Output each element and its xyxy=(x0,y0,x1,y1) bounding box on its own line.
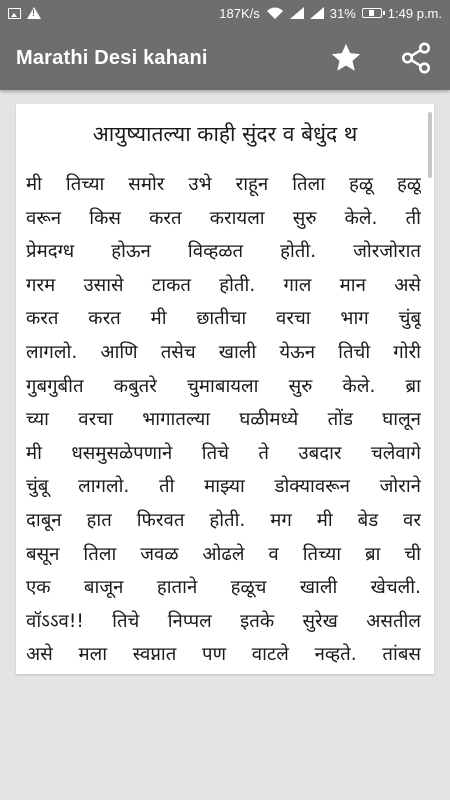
network-speed: 187K/s xyxy=(219,5,260,21)
status-bar xyxy=(0,0,450,26)
story-line: एक बाजून हाताने हळूच खाली खेचली. xyxy=(26,577,421,599)
story-line: बसून तिला जवळ ओढले व तिच्या ब्रा ची xyxy=(26,543,421,565)
battery-icon xyxy=(362,8,382,18)
story-line: करत करत मी छातीचा वरचा भाग चुंबू xyxy=(26,308,421,330)
story-line: गुबगुबीत कबुतरे चुमाबायला सुरु केले. ब्रा xyxy=(26,375,421,397)
story-line: वरून किस करत करायला सुरु केले. ती xyxy=(26,207,421,229)
story-body xyxy=(26,168,421,672)
share-button[interactable] xyxy=(396,38,436,78)
favorite-button[interactable] xyxy=(326,38,366,78)
signal-icon xyxy=(290,7,304,19)
story-line: चुंबू लागलो. ती माझ्या डोक्यावरून जोराने xyxy=(26,476,421,498)
story-line: दाबून हात फिरवत होती. मग मी बेड वर xyxy=(26,509,421,531)
wifi-icon xyxy=(266,7,284,20)
story-line: मी धसमुसळेपणाने तिचे ते उबदार चलेवागे xyxy=(26,442,421,464)
story-line: च्या वरचा भागातल्या घळीमध्ये तोंड घालून xyxy=(26,409,421,431)
story-title: आयुष्यातल्या काही सुंदर व बेधुंद थ xyxy=(92,122,358,146)
warning-icon xyxy=(27,7,41,19)
app-title: Marathi Desi kahani xyxy=(16,46,208,69)
image-notification-icon xyxy=(8,8,21,19)
story-line: असे मला स्वप्नात पण वाटले नव्हते. तांबस xyxy=(26,644,421,666)
story-line: लागलो. आणि तसेच खाली येऊन तिची गोरी xyxy=(26,341,421,363)
story-line: वॉऽऽव!! तिचे निप्पल इतके सुरेख असतील xyxy=(26,610,421,632)
share-icon xyxy=(399,41,433,75)
app-actions xyxy=(326,38,450,78)
battery-percent: 31% xyxy=(329,5,356,21)
star-icon xyxy=(329,41,363,75)
story-line: प्रेमदग्ध होऊन विव्हळत होती. जोरजोरात xyxy=(26,241,421,263)
story-line: मी तिच्या समोर उभे राहून तिला हळू हळू xyxy=(26,174,421,195)
app-bar xyxy=(0,26,450,90)
status-left-icons xyxy=(8,7,41,19)
clock: 1:49 p.m. xyxy=(387,5,442,21)
story-line: गरम उसासे टाकत होती. गाल मान असे xyxy=(26,274,421,296)
signal-icon-2 xyxy=(310,7,324,19)
status-right-icons xyxy=(219,6,442,21)
story-card[interactable] xyxy=(16,104,434,674)
